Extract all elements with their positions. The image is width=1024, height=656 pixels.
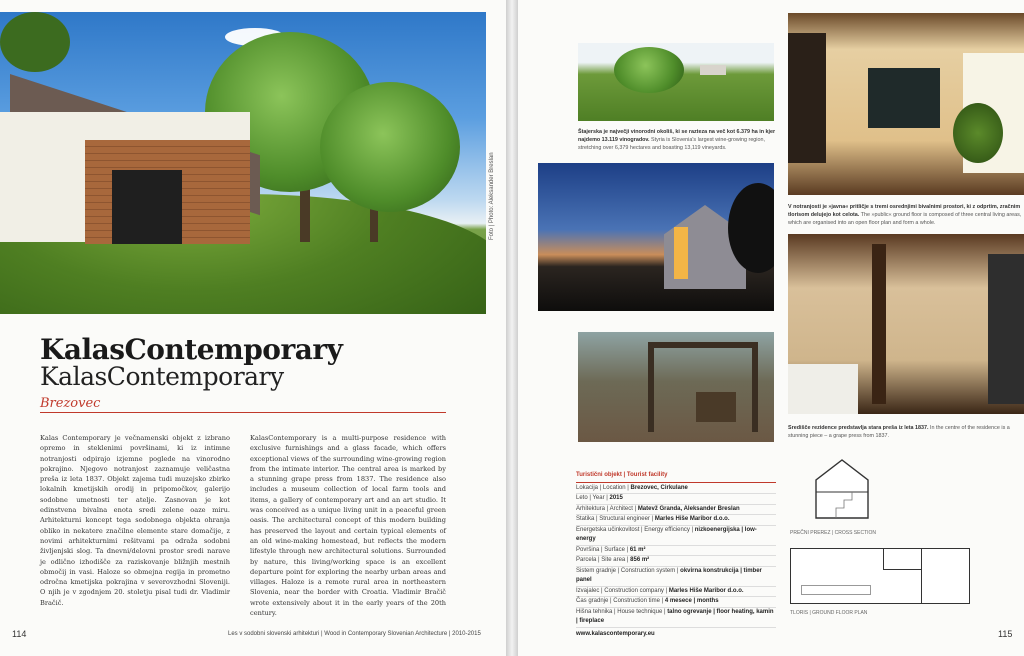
project-location: Brezovec (40, 396, 101, 411)
facts-heading: Turistični objekt | Tourist facility (576, 471, 776, 483)
caption-press: Središče rezidence predstavlja stara preša iz leta 1837. In the centre of the residence is a stunning piece – a grape press from 1837. (788, 425, 1010, 439)
body-text-english: KalasContemporary is a multi-purpose residence with exclusive furnishings and a glass facade, which offers exceptional views of the surrounding wine-growing region from the intimate interior. The central area is marked by a stunning grape press from 1837. The residence also includes a museum collection of local farm tools and items, a gallery of contemporary art and an art studio. It was conceived as a unique living unit in a peaceful green oasis. The architectural concept of this modern building has preserved the layout and certain typical elements of an old wine-making homestead, but reflects the modern lifestyle through new architectural solutions. Surrounded by nature, this living/working space is an excellent departure point for exploring the nearby urban areas and villages. Haloze is a remote rural area in northeastern Slovenia, near the border with Croatia. Vladimir Bračič wrote extensively about it in the early years of the 20th century. (250, 434, 446, 618)
caption-landscape: Štajerska je največji vinorodni okoliš, ki se razteza na več kot 6.379 ha in kjer najdemo 13.119 vinogradov. Styria is Slovenia's largest wine-growing region, stretching over 6,379 hectares and boasting 13,119 vineyards. (578, 129, 776, 151)
photo-interior-gallery (788, 13, 1024, 195)
photo-grape-press (578, 332, 774, 442)
body-text-slovene: Kalas Contemporary je večnamenski objekt z izbrano opremo in steklenimi površinami, ki iz intimne notranjosti odpirajo izjemne poglede na vinorodno pokrajino. Njegovo notranjost zaznamuje veličastna preša iz leta 1837. Objekt zajema tudi muzejsko zbirko lokalnih kmetijskih orodij in pripomočkov, galerijo sodobne umetnosti ter atelje. Zasnovan je kot edinstvena bivalna enota sredi zelene oaze miru. Arhitekturni koncept tega sodobnega objekta ohranja obliko in nekatere značilne elemente stare domačije, z novimi arhitekturnimi rešitvami pa odraža sodobni življenjski slog. Ta dnevni/delovni prostor sredi narave je odlično izhodišče za raziskovanje bližnjih mestnih območij in vasi. Haloze so obmejna regija in prometno odročna kmetijska pokrajina v severovzhodni Sloveniji. O njih je v zgodnjem 20. stoletju pisal tudi dr. Vladimir Bračič. (40, 434, 230, 607)
page-number-right: 115 (998, 629, 1013, 639)
plan-caption: TLORIS | GROUND FLOOR PLAN (790, 610, 868, 616)
fact-row: Lokacija | Location | Brezovec, Cirkulane (576, 484, 776, 495)
project-title-regular: KalasContemporary (40, 362, 284, 391)
fact-row: Čas gradnje | Construction time | 4 mesece | months (576, 597, 776, 608)
photo-interior-press (788, 234, 1024, 414)
left-page (0, 0, 506, 656)
project-title-bold: KalasContemporary (40, 333, 343, 366)
project-facts (576, 471, 776, 639)
fact-row: Statika | Structural engineer | Marles Hiše Maribor d.o.o. (576, 515, 776, 526)
caption-interior: V notranjosti je »javna« pritličje s tremi osrednjimi bivalnimi prostori, ki z odprtim, zračnim tlorisom delujejo kot celota. The »public« ground floor is composed of three central living areas, which are organised into an open floor plan and form a whole. (788, 204, 1022, 226)
ground-floor-plan (790, 548, 970, 604)
section-caption: PREČNI PREREZ | CROSS SECTION (790, 530, 877, 536)
book-gutter (506, 0, 518, 656)
fact-row: Površina | Surface | 61 m² (576, 546, 776, 557)
photo-landscape (578, 43, 774, 121)
fact-row: Parcela | Site area | 856 m² (576, 556, 776, 567)
photo-credit: Foto | Photo: Aleksander Breslan (489, 152, 495, 240)
hero-photo-house (0, 12, 486, 314)
page-number-left: 114 (12, 629, 27, 639)
right-page (518, 0, 1024, 656)
photo-house-night (538, 163, 774, 311)
fact-row: Energetska učinkovitost | Energy efficiency | nizkoenergijska | low-energy (576, 526, 776, 546)
fact-row: Leto | Year | 2015 (576, 494, 776, 505)
fact-row: Arhitektura | Architect | Matevž Granda, Aleksander Breslan (576, 505, 776, 516)
running-footer: Les v sodobni slovenski arhitekturi | Wood in Contemporary Slovenian Architecture | 2010-2015 (228, 631, 481, 637)
fact-row: Sistem gradnje | Construction system | okvirna konstrukcija | timber panel (576, 567, 776, 587)
fact-row: Hišna tehnika | House technique | talno ogrevanje | floor heating, kamin | fireplace (576, 608, 776, 628)
title-divider (40, 412, 446, 413)
cross-section-drawing (810, 458, 874, 520)
project-website: www.kalascontemporary.eu (576, 630, 655, 637)
fact-row: Izvajalec | Construction company | Marles Hiše Maribor d.o.o. (576, 587, 776, 598)
